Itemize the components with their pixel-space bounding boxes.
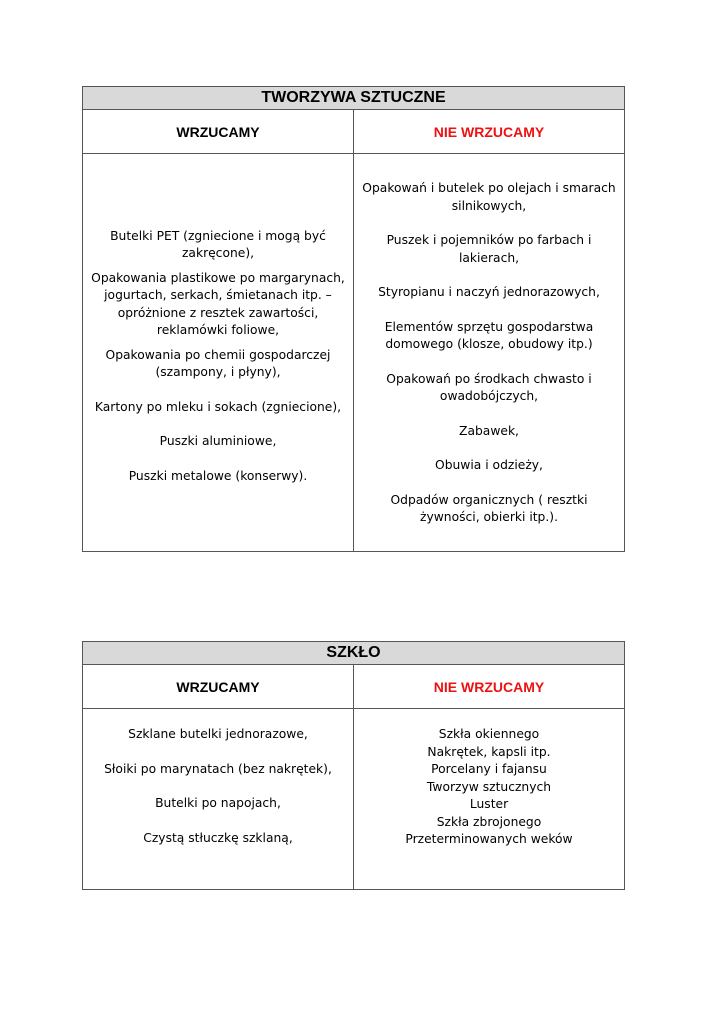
list-item: Szkła okiennego: [438, 727, 540, 741]
list-item: Szklane butelki jednorazowe,: [128, 727, 308, 741]
list-item: Przeterminowanych weków: [405, 832, 573, 846]
list-item: Puszki metalowe (konserwy).: [128, 468, 308, 483]
list-item: Słoiki po marynatach (bez nakrętek),: [104, 761, 332, 776]
list-item: Zabawek,: [459, 423, 519, 438]
list-item: Opakowań i butelek po olejach i smarach silnikowych,: [362, 181, 616, 213]
list-item: Opakowania po chemii gospodarczej (szampony, i płyny),: [105, 347, 331, 380]
glass-yes-cell: [83, 709, 354, 890]
list-item: Obuwia i odzieży,: [435, 458, 543, 473]
list-item: Opakowania plastikowe po margarynach, jogurtach, serkach, śmietanach itp. – opróżnione z resztek zawartości, reklamówki foliowe,: [91, 270, 345, 338]
list-item: Odpadów organicznych ( resztki żywności, obierki itp.).: [390, 492, 588, 525]
list-item: Puszek i pojemników po farbach i lakierach,: [386, 233, 592, 265]
list-item: Nakrętek, kapsli itp.: [427, 744, 551, 759]
list-item: Puszki aluminiowe,: [159, 434, 277, 449]
list-item: Luster: [469, 797, 509, 811]
glass-table: [82, 641, 625, 890]
glass-yes-header: WRZUCAMY: [83, 665, 354, 709]
list-item: Opakowań po środkach chwasto i owadobójczych,: [386, 371, 592, 404]
list-item: Elementów sprzętu gospodarstwa domowego (klosze, obudowy itp.): [384, 319, 594, 352]
plastic-table: [82, 86, 625, 552]
list-item: Tworzyw sztucznych: [426, 779, 552, 794]
plastic-yes-cell: [83, 154, 354, 552]
plastic-no-cell: [354, 154, 625, 552]
glass-no-header: NIE WRZUCAMY: [354, 665, 625, 709]
plastic-title: TWORZYWA SZTUCZNE: [83, 87, 625, 110]
list-item: Butelki PET (zgniecione i mogą być zakręcone),: [110, 228, 326, 261]
plastic-yes-header: WRZUCAMY: [83, 110, 354, 154]
plastic-no-header: NIE WRZUCAMY: [354, 110, 625, 154]
glass-title: SZKŁO: [83, 642, 625, 665]
list-item: Czystą stłuczkę szklaną,: [143, 830, 293, 845]
glass-no-cell: [354, 709, 625, 890]
list-item: Butelki po napojach,: [155, 796, 281, 810]
list-item: Styropianu i naczyń jednorazowych,: [378, 285, 600, 300]
list-item: Kartony po mleku i sokach (zgniecione),: [94, 399, 342, 414]
list-item: Porcelany i fajansu: [431, 762, 547, 776]
list-item: Szkła zbrojonego: [436, 814, 542, 829]
